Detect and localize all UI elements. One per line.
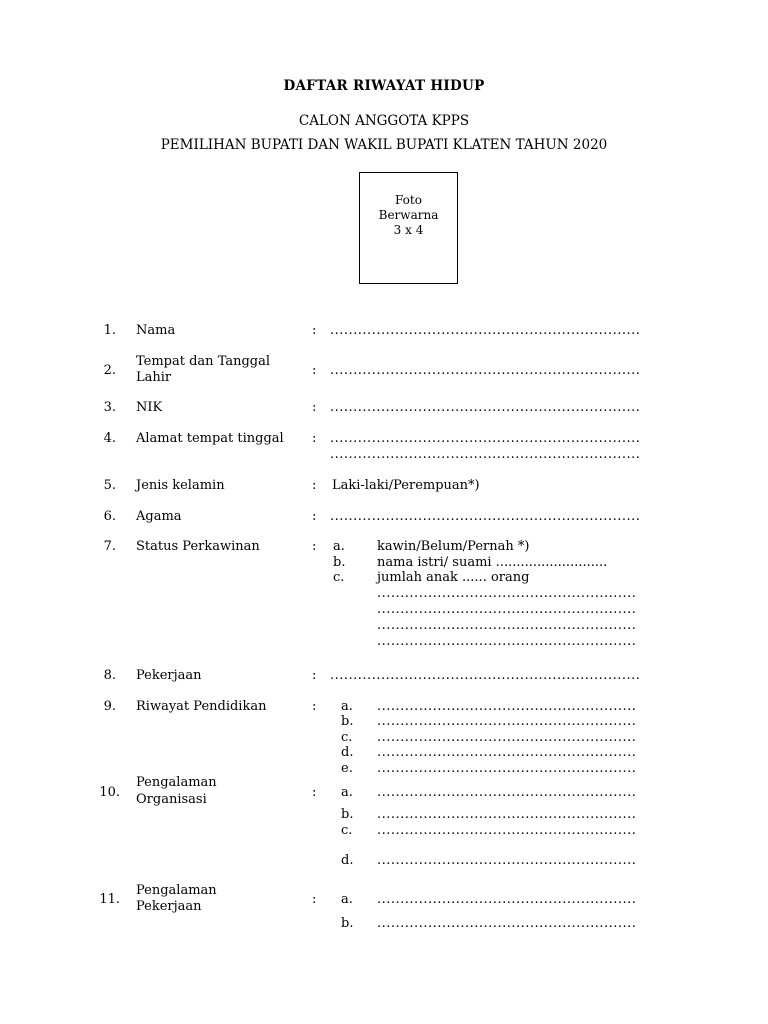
field-jenis-kelamin[interactable]: Laki-laki/Perempuan*)	[332, 478, 480, 493]
label-nik: NIK	[136, 400, 163, 415]
pendidikan-letter: e.	[341, 761, 353, 776]
status-extra-line[interactable]: ........................................................	[377, 634, 637, 649]
label-pengalaman-kerja-line2: Pekerjaan	[136, 899, 202, 914]
label-ttl-line1: Tempat dan Tanggal	[136, 354, 271, 369]
status-extra-line[interactable]: ........................................................	[377, 602, 637, 617]
colon: :	[312, 431, 317, 446]
item-number: 11.	[99, 892, 120, 907]
status-letter-a: a.	[333, 539, 345, 554]
organisasi-letter: a.	[341, 785, 353, 800]
item-number: 3.	[103, 400, 116, 415]
photo-label-2: Berwarna	[378, 208, 439, 222]
colon: :	[312, 509, 317, 524]
document-title: DAFTAR RIWAYAT HIDUP	[283, 78, 485, 94]
field-pendidikan-b[interactable]: ........................................................	[377, 714, 637, 729]
label-organisasi-line1: Pengalaman	[136, 775, 217, 790]
field-ttl[interactable]: ...................................................................	[330, 363, 641, 378]
field-pendidikan-a[interactable]: ........................................................	[377, 699, 637, 714]
status-option-c[interactable]: jumlah anak ...... orang	[377, 570, 530, 585]
pendidikan-letter: c.	[341, 730, 353, 745]
item-number: 8.	[103, 668, 116, 683]
label-organisasi-line2: Organisasi	[136, 792, 207, 807]
field-pengalaman-kerja-a[interactable]: ........................................................	[377, 892, 637, 907]
colon: :	[312, 539, 317, 554]
organisasi-letter: d.	[341, 853, 354, 868]
pendidikan-letter: a.	[341, 699, 353, 714]
field-pekerjaan[interactable]: ...................................................................	[330, 668, 641, 683]
label-riwayat-pendidikan: Riwayat Pendidikan	[136, 699, 267, 714]
photo-box	[359, 172, 458, 284]
colon: :	[312, 699, 317, 714]
field-pendidikan-d[interactable]: ........................................................	[377, 745, 637, 760]
pendidikan-letter: b.	[341, 714, 354, 729]
status-extra-line[interactable]: ........................................................	[377, 618, 637, 633]
colon: :	[312, 892, 317, 907]
item-number: 4.	[103, 431, 116, 446]
item-number: 10.	[99, 785, 120, 800]
label-agama: Agama	[136, 509, 182, 524]
field-organisasi-d[interactable]: ........................................................	[377, 853, 637, 868]
pengalaman-kerja-letter: a.	[341, 892, 353, 907]
document-subtitle-2: PEMILIHAN BUPATI DAN WAKIL BUPATI KLATEN TAHUN 2020	[160, 137, 608, 153]
colon: :	[312, 363, 317, 378]
field-pendidikan-e[interactable]: ........................................................	[377, 761, 637, 776]
organisasi-letter: b.	[341, 807, 354, 822]
item-number: 2.	[103, 363, 116, 378]
field-organisasi-b[interactable]: ........................................................	[377, 807, 637, 822]
field-alamat-line1[interactable]: ...................................................................	[330, 431, 641, 446]
label-pengalaman-kerja-line1: Pengalaman	[136, 883, 217, 898]
item-number: 7.	[103, 539, 116, 554]
label-nama: Nama	[136, 323, 176, 338]
item-number: 1.	[103, 323, 116, 338]
status-extra-line[interactable]: ........................................................	[377, 586, 637, 601]
colon: :	[312, 478, 317, 493]
colon: :	[312, 323, 317, 338]
pendidikan-letter: d.	[341, 745, 354, 760]
pengalaman-kerja-letter: b.	[341, 916, 354, 931]
field-nama[interactable]: ...................................................................	[330, 323, 641, 338]
label-alamat: Alamat tempat tinggal	[136, 431, 284, 446]
colon: :	[312, 668, 317, 683]
photo-label-3: 3 x 4	[393, 223, 424, 237]
status-option-a[interactable]: kawin/Belum/Pernah *)	[377, 539, 530, 554]
field-pengalaman-kerja-b[interactable]: ........................................................	[377, 916, 637, 931]
document-subtitle-1: CALON ANGGOTA KPPS	[298, 113, 470, 129]
status-option-b[interactable]: nama istri/ suami ...........................	[377, 555, 608, 570]
photo-label-1: Foto	[395, 193, 422, 207]
status-letter-c: c.	[333, 570, 345, 585]
item-number: 9.	[103, 699, 116, 714]
label-jenis-kelamin: Jenis kelamin	[136, 478, 225, 493]
organisasi-letter: c.	[341, 823, 353, 838]
status-letter-b: b.	[333, 555, 346, 570]
colon: :	[312, 400, 317, 415]
label-ttl-line2: Lahir	[136, 370, 172, 385]
item-number: 6.	[103, 509, 116, 524]
field-nik[interactable]: ...................................................................	[330, 400, 641, 415]
label-status-perkawinan: Status Perkawinan	[136, 539, 260, 554]
field-agama[interactable]: ...................................................................	[330, 509, 641, 524]
field-alamat-line2[interactable]: ...................................................................	[330, 447, 641, 462]
label-pekerjaan: Pekerjaan	[136, 668, 202, 683]
field-organisasi-a[interactable]: ........................................................	[377, 785, 637, 800]
colon: :	[312, 785, 317, 800]
item-number: 5.	[103, 478, 116, 493]
field-pendidikan-c[interactable]: ........................................................	[377, 730, 637, 745]
field-organisasi-c[interactable]: ........................................................	[377, 823, 637, 838]
